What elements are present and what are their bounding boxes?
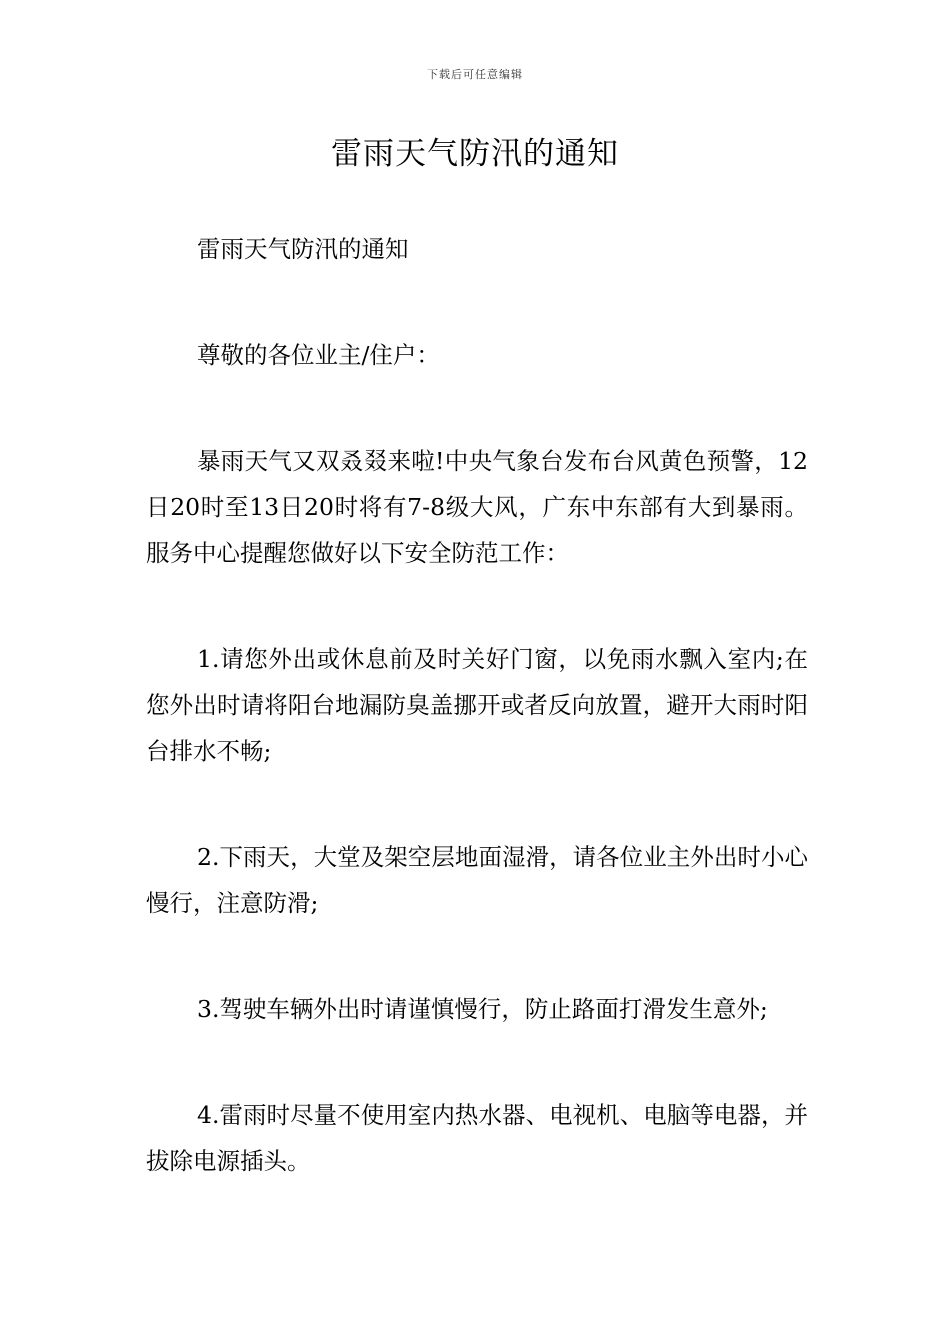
document-title: 雷雨天气防汛的通知	[331, 136, 619, 172]
salutation-paragraph: 尊敬的各位业主/住户：	[197, 341, 440, 369]
document-body	[146, 226, 808, 1244]
item-paragraph-1: 1.请您外出或休息前及时关好门窗，以免雨水飘入室内;在您外出时请将阳台地漏防臭盖挪开或者反向放置，避开大雨时阳台排水不畅;	[146, 645, 808, 765]
subtitle-paragraph: 雷雨天气防汛的通知	[197, 235, 409, 263]
item-paragraph-4: 4.雷雨时尽量不使用室内热水器、电视机、电脑等电器，并拔除电源插头。	[146, 1101, 808, 1175]
header-note: 下载后可任意编辑	[427, 68, 523, 81]
intro-paragraph: 暴雨天气又双叒叕来啦!中央气象台发布台风黄色预警，12日20时至13日20时将有7-8级大风，广东中东部有大到暴雨。服务中心提醒您做好以下安全防范工作：	[146, 447, 808, 567]
item-paragraph-3: 3.驾驶车辆外出时请谨慎慢行，防止路面打滑发生意外;	[197, 995, 768, 1023]
item-paragraph-2: 2.下雨天，大堂及架空层地面湿滑，请各位业主外出时小心慢行，注意防滑;	[146, 843, 808, 917]
